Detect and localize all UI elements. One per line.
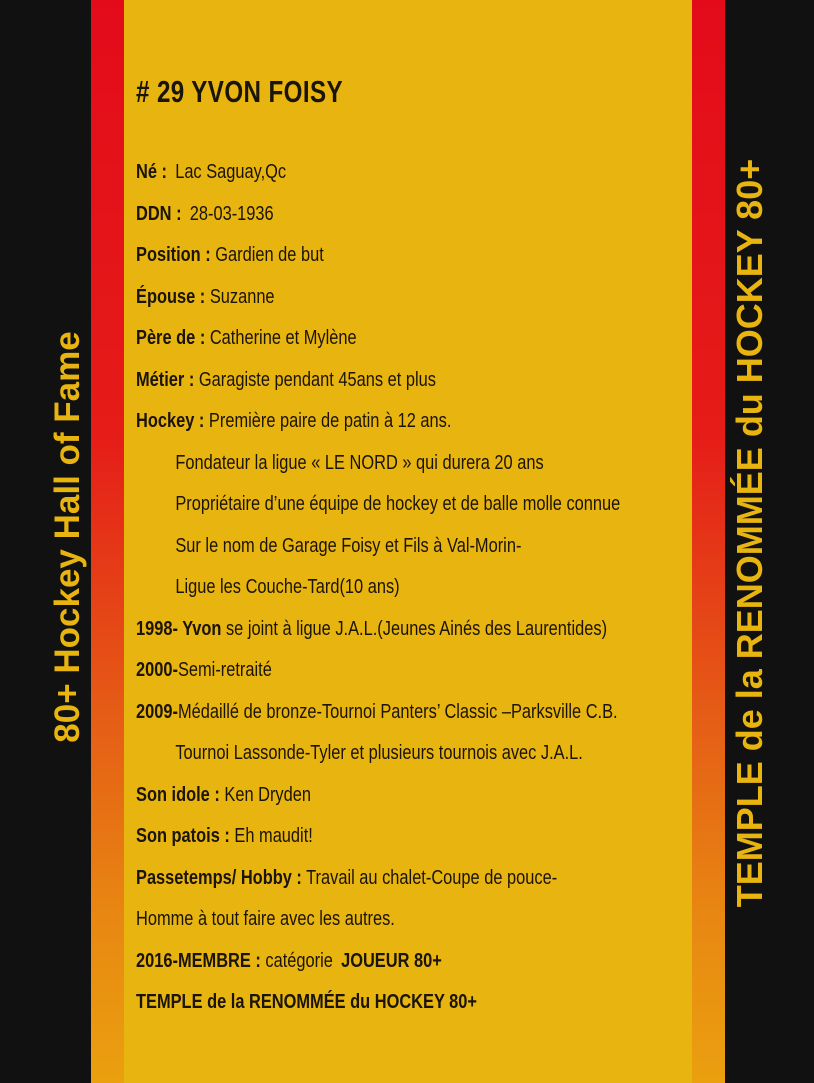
player-title: # 29 YVON FOISY bbox=[136, 74, 343, 109]
field-patois bbox=[136, 816, 587, 858]
milestone-1998 bbox=[136, 609, 608, 651]
hobby-detail: Homme à tout faire avec les autres. bbox=[136, 908, 395, 930]
field-spouse bbox=[136, 277, 587, 319]
field-value: 28-03-1936 bbox=[189, 202, 274, 225]
field-value: Garagiste pendant 45ans et plus bbox=[198, 368, 436, 391]
hockey-detail: Sur le nom de Garage Foisy et Fils à Val-Morin- bbox=[175, 534, 522, 557]
field-label: Passetemps/ Hobby : bbox=[136, 866, 302, 889]
field-value: Ken Dryden bbox=[224, 783, 311, 806]
membership-value: JOUEUR 80+ bbox=[341, 949, 442, 972]
field-label: Position : bbox=[136, 244, 211, 266]
milestone-2009-detail: Tournoi Lassonde-Tyler et plusieurs tournois avec J.A.L. bbox=[175, 742, 583, 764]
milestone-label: 2000- bbox=[136, 659, 178, 681]
milestone-value: Médaillé de bronze-Tournoi Panters’ Classic –Parksville C.B. bbox=[177, 700, 618, 723]
field-occupation bbox=[136, 360, 587, 402]
field-value: Catherine et Mylène bbox=[209, 327, 357, 349]
side-text-hall-of-fame: 80+ Hockey Hall of Fame bbox=[48, 331, 87, 743]
left-red-stripe bbox=[91, 0, 124, 1083]
milestone-value: Semi-retraité bbox=[177, 659, 272, 681]
milestone-value: se joint à ligue J.A.L.(Jeunes Ainés des Laurentides) bbox=[225, 617, 608, 640]
milestone-label: 2009- bbox=[136, 700, 178, 723]
field-value: Eh maudit! bbox=[234, 825, 313, 847]
field-label: Né : bbox=[136, 161, 167, 183]
temple-line: TEMPLE de la RENOMMÉE du HOCKEY 80+ bbox=[136, 991, 477, 1013]
field-label: Épouse : bbox=[136, 285, 206, 308]
membership-category: catégorie bbox=[265, 949, 333, 972]
field-value: Suzanne bbox=[209, 285, 275, 308]
field-label: Son patois : bbox=[136, 825, 230, 847]
field-label: DDN : bbox=[136, 202, 182, 225]
field-value: Gardien de but bbox=[215, 244, 324, 266]
milestone-2009 bbox=[136, 692, 618, 734]
milestone-label: 1998- Yvon bbox=[136, 617, 222, 640]
field-hockey bbox=[136, 401, 587, 443]
card-content bbox=[136, 70, 686, 1024]
field-birthdate bbox=[136, 194, 587, 236]
field-value: Lac Saguay,Qc bbox=[175, 161, 287, 183]
field-value: Travail au chalet-Coupe de pouce- bbox=[306, 866, 558, 889]
membership-line bbox=[136, 941, 587, 983]
membership-label: 2016-MEMBRE : bbox=[136, 949, 261, 972]
side-text-temple: TEMPLE de la RENOMMÉE du HOCKEY 80+ bbox=[729, 158, 770, 908]
field-label: Son idole : bbox=[136, 783, 220, 806]
field-label: Père de : bbox=[136, 327, 206, 349]
field-birthplace bbox=[136, 152, 587, 194]
field-label: Hockey : bbox=[136, 410, 205, 432]
field-idol bbox=[136, 775, 587, 817]
milestone-2000 bbox=[136, 650, 587, 692]
field-position bbox=[136, 235, 587, 277]
field-label: Métier : bbox=[136, 368, 195, 391]
right-red-stripe bbox=[692, 0, 725, 1083]
hockey-detail: Propriétaire d’une équipe de hockey et de balle molle connue bbox=[175, 493, 621, 515]
field-children bbox=[136, 318, 587, 360]
field-value: Première paire de patin à 12 ans. bbox=[208, 410, 452, 432]
hockey-detail: Ligue les Couche-Tard(10 ans) bbox=[175, 576, 400, 598]
field-hobby bbox=[136, 858, 587, 900]
hockey-detail: Fondateur la ligue « LE NORD » qui durera 20 ans bbox=[175, 451, 544, 474]
